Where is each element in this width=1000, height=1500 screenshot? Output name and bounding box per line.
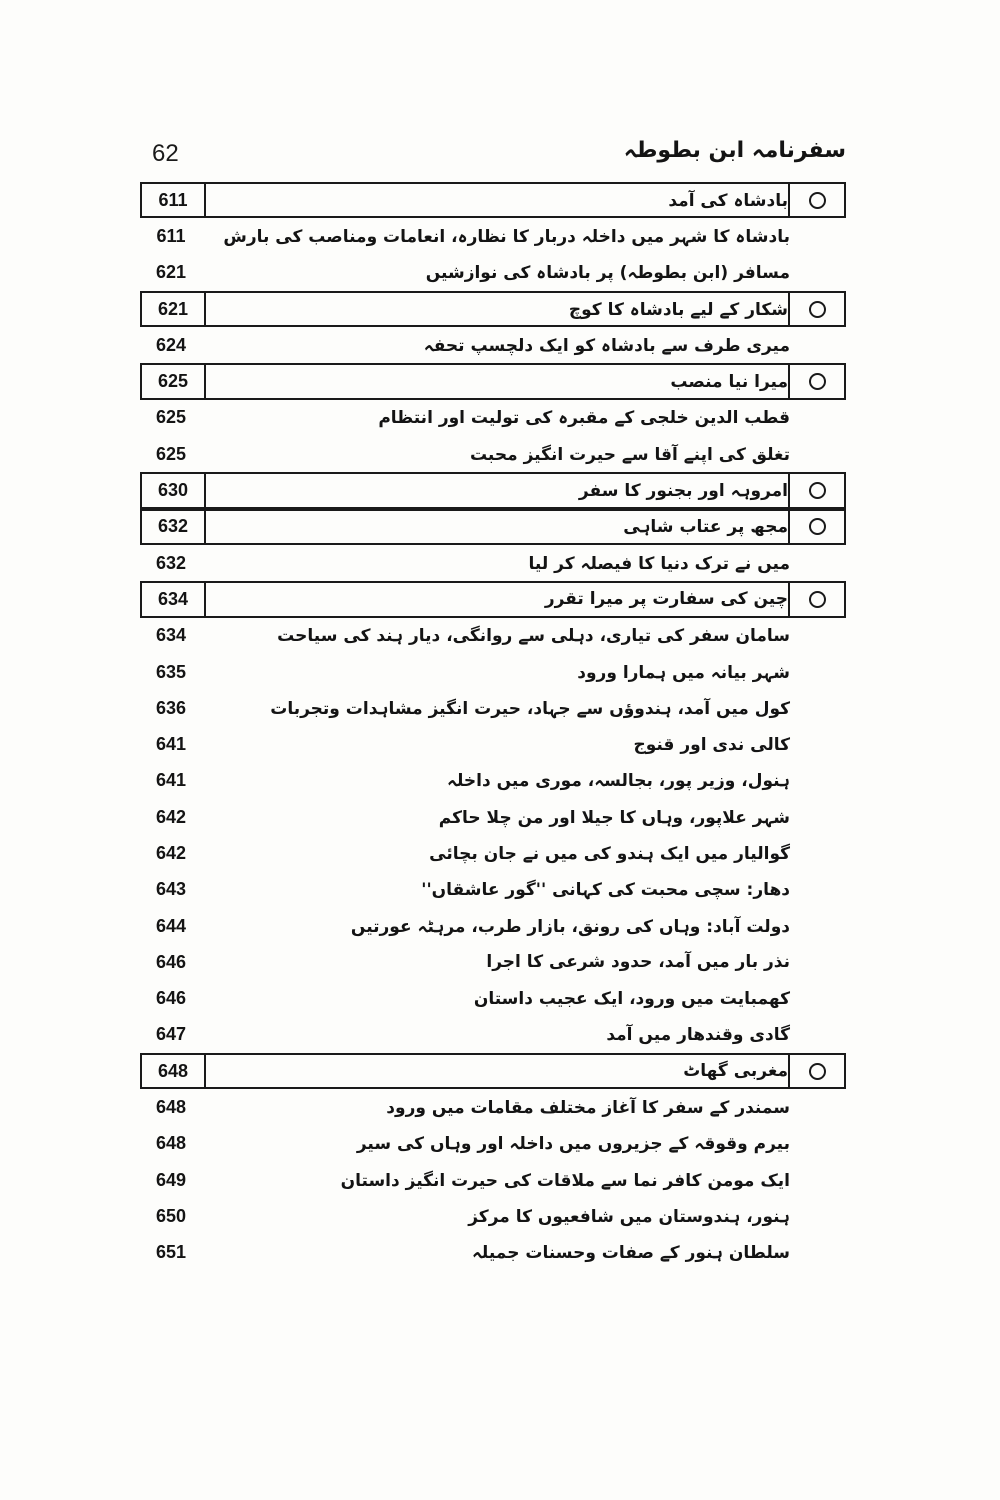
toc-page-number: 646: [155, 951, 187, 972]
toc-entry-row: [140, 690, 846, 726]
toc-page-number: 630: [142, 474, 206, 506]
toc-entry-title: کالی ندی اور قنوج: [633, 734, 790, 755]
toc-entry-row: [140, 436, 846, 472]
toc-page-number: 641: [155, 770, 187, 791]
toc-page-number: 641: [155, 734, 187, 755]
toc-chapter-title: مجھ پر عتاب شاہی: [623, 517, 788, 538]
toc-entry-row: [140, 981, 846, 1017]
toc-page-number: 621: [155, 262, 187, 283]
toc-entry-title: بیرم وقوقہ کے جزیروں میں داخلہ اور وہاں کی سیر: [356, 1134, 790, 1155]
toc-entry-title: گوالیار میں ایک ہندو کی میں نے جان بچائی: [429, 843, 790, 864]
toc-entry-title: میری طرف سے بادشاہ کو ایک دلچسپ تحفہ: [423, 335, 790, 356]
toc-entry-row: [140, 944, 846, 980]
toc-chapter-row: [140, 291, 846, 327]
circle-bullet-icon: [809, 192, 826, 209]
toc-entry-title: نذر بار میں آمد، حدود شرعی کا اجرا: [486, 952, 790, 973]
toc-page-number: 648: [155, 1133, 187, 1154]
toc-page-number: 632: [155, 552, 187, 573]
toc-entry-title: شہر علاپور، وہاں کا جیلا اور من چلا حاکم: [438, 807, 790, 828]
toc-entry-title: سامان سفر کی تیاری، دہلی سے روانگی، دیار ہند کی سیاحت: [277, 626, 790, 647]
toc-entry-row: [140, 545, 846, 581]
toc-chapter-row: [140, 509, 846, 545]
toc-entry-row: [140, 726, 846, 762]
toc-entry-title: دھار: سچی محبت کی کہانی ''گور عاشقاں'': [421, 880, 790, 901]
toc-entry-row: [140, 1089, 846, 1125]
toc-entry-row: [140, 218, 846, 254]
toc-entry-title: سلطان ہنور کے صفات وحسنات جمیلہ: [471, 1243, 790, 1264]
toc-entry-row: [140, 872, 846, 908]
chapter-marker: [788, 583, 844, 615]
toc-chapter-row: [140, 182, 846, 218]
chapter-marker: [788, 511, 844, 543]
toc-entry-row: [140, 763, 846, 799]
toc-entry-title: قطب الدین خلجی کے مقبرہ کی تولیت اور انتظام: [378, 408, 790, 429]
toc-entry-title: سمندر کے سفر کا آغاز مختلف مقامات میں ورود: [386, 1098, 790, 1119]
toc-page-number: 647: [155, 1024, 187, 1045]
toc-entry-title: ہنول، وزیر پور، بجالسہ، موری میں داخلہ: [446, 771, 790, 792]
table-of-contents: [140, 182, 846, 1271]
toc-page-number: 611: [156, 225, 186, 246]
toc-page-number: 634: [155, 625, 187, 646]
page-header: [140, 138, 846, 174]
chapter-marker: [788, 365, 844, 397]
toc-page-number: 649: [155, 1169, 187, 1190]
toc-page-number: 650: [155, 1205, 187, 1226]
toc-chapter-row: [140, 472, 846, 508]
book-title: سفرنامہ ابن بطوطہ: [623, 138, 846, 163]
toc-entry-row: [140, 908, 846, 944]
chapter-marker: [788, 184, 844, 216]
toc-page-number: 632: [142, 511, 206, 543]
toc-chapter-title: شکار کے لیے بادشاہ کا کوچ: [568, 299, 788, 320]
circle-bullet-icon: [809, 301, 826, 318]
chapter-marker: [788, 1055, 844, 1087]
circle-bullet-icon: [809, 591, 826, 608]
toc-entry-row: [140, 1017, 846, 1053]
toc-page-number: 651: [155, 1242, 187, 1263]
toc-entry-row: [140, 799, 846, 835]
toc-page-number: 642: [155, 806, 187, 827]
toc-entry-row: [140, 255, 846, 291]
toc-entry-title: کھمبایت میں ورود، ایک عجیب داستان: [473, 988, 790, 1009]
toc-entry-title: کول میں آمد، ہندوؤں سے جہاد، حیرت انگیز مشاہدات وتجربات: [270, 698, 790, 719]
toc-page-number: 635: [155, 661, 187, 682]
toc-page-number: 621: [142, 293, 206, 325]
toc-entry-title: گادی وقندھار میں آمد: [606, 1024, 790, 1045]
toc-page-number: 643: [155, 879, 187, 900]
toc-page-number: 648: [155, 1097, 187, 1118]
toc-entry-row: [140, 1198, 846, 1234]
toc-entry-row: [140, 400, 846, 436]
circle-bullet-icon: [809, 482, 826, 499]
toc-page-number: 611: [142, 184, 206, 216]
chapter-marker: [788, 474, 844, 506]
toc-page-number: 646: [155, 988, 187, 1009]
toc-chapter-title: مغربی گھاٹ: [683, 1061, 788, 1082]
circle-bullet-icon: [809, 518, 826, 535]
toc-page-number: 625: [155, 407, 187, 428]
toc-entry-title: ایک مومن کافر نما سے ملاقات کی حیرت انگیز داستان: [340, 1170, 790, 1191]
toc-chapter-row: [140, 363, 846, 399]
toc-entry-title: ہنور، ہندوستان میں شافعیوں کا مرکز: [468, 1206, 790, 1227]
toc-entry-title: میں نے ترک دنیا کا فیصلہ کر لیا: [528, 553, 790, 574]
toc-chapter-title: بادشاہ کی آمد: [668, 190, 788, 211]
circle-bullet-icon: [809, 1063, 826, 1080]
toc-entry-title: مسافر (ابن بطوطہ) پر بادشاہ کی نوازشیں: [425, 263, 790, 284]
toc-page-number: 624: [155, 334, 187, 355]
toc-entry-row: [140, 1126, 846, 1162]
toc-page-number: 625: [155, 443, 187, 464]
toc-chapter-row: [140, 1053, 846, 1089]
circle-bullet-icon: [809, 373, 826, 390]
toc-page-number: 648: [142, 1055, 206, 1087]
toc-entry-row: [140, 654, 846, 690]
toc-entry-title: بادشاہ کا شہر میں داخلہ دربار کا نظارہ، انعامات ومناصب کی بارش: [223, 226, 790, 247]
toc-page-number: 644: [155, 915, 187, 936]
toc-entry-row: [140, 327, 846, 363]
chapter-marker: [788, 293, 844, 325]
page-number: 62: [152, 140, 179, 167]
toc-page-number: 636: [155, 697, 187, 718]
toc-page-number: 634: [142, 583, 206, 615]
toc-entry-row: [140, 618, 846, 654]
toc-entry-title: تغلق کی اپنے آقا سے حیرت انگیز محبت: [469, 444, 790, 465]
toc-page-number: 625: [142, 365, 206, 397]
toc-chapter-title: چین کی سفارت پر میرا تقرر: [544, 589, 788, 610]
toc-entry-row: [140, 835, 846, 871]
toc-chapter-title: امروہہ اور بجنور کا سفر: [578, 481, 788, 502]
toc-chapter-row: [140, 581, 846, 617]
toc-entry-title: شہر بیانہ میں ہمارا ورود: [577, 662, 790, 683]
toc-entry-row: [140, 1162, 846, 1198]
toc-entry-title: دولت آباد: وہاں کی رونق، بازار طرب، مرہٹہ عورتیں: [350, 916, 790, 937]
toc-page-number: 642: [155, 842, 187, 863]
toc-chapter-title: میرا نیا منصب: [670, 371, 788, 392]
toc-entry-row: [140, 1235, 846, 1271]
